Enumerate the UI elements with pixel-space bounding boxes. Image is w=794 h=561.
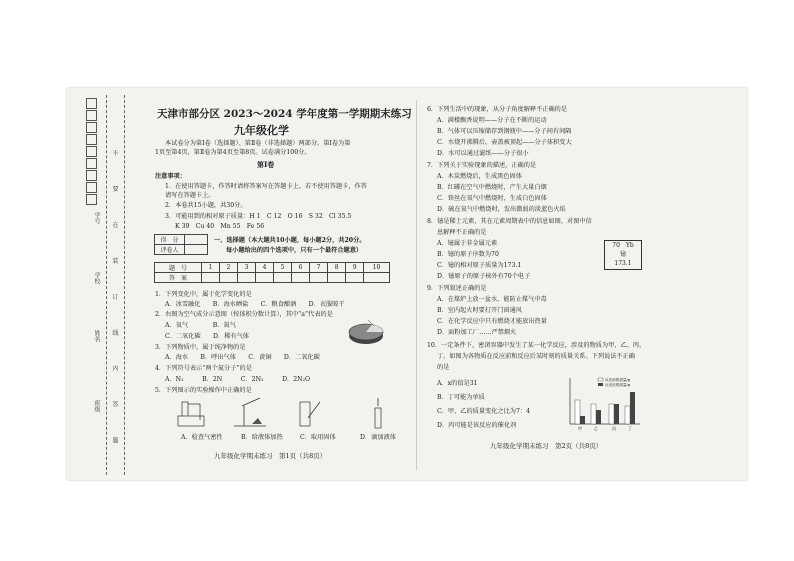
answer-cell[interactable] [238, 273, 256, 283]
answer-row2-label: 答 案 [155, 273, 202, 283]
mass-bar-figure [566, 374, 642, 432]
question-4-options: A．N₂ B．2N C．2N₂ D．2N₂O [165, 376, 311, 383]
binding-label-class: 班级 [93, 400, 100, 412]
q-number: 1 [201, 263, 219, 273]
binding-instruction: 不 要 在 装 订 线 内 答 题 [111, 150, 118, 458]
notes-title: 注意事项： [155, 173, 186, 180]
answer-row-label: 题 号 [155, 263, 202, 273]
answer-table [154, 262, 390, 283]
option: D．硫在氧气中燃烧时，发出微弱的淡蓝色火焰 [437, 206, 566, 213]
element-name: 镱 [619, 251, 626, 258]
student-number-grid [86, 98, 97, 206]
q-number: 7 [310, 263, 328, 273]
answer-cell[interactable] [346, 273, 364, 283]
question-3-options: A．海水 B．呼出气体 C．黄铜 D．二氧化碳 [165, 354, 320, 361]
question-1: 1．下列变化中，属于化学变化的是 [155, 291, 252, 298]
score-label: 得 分 [155, 235, 185, 245]
op-label-a: A．检查气密性 [181, 434, 223, 441]
option: A．满楼飘香说明——分子在不断的运动 [437, 117, 547, 124]
legend-after: 反应后的质量/g [605, 383, 631, 387]
op-label-d: D．滴加液体 [360, 434, 396, 441]
op-label-c: C．取用固体 [300, 434, 336, 441]
note-line: 1．在使用答题卡，作答时请将答案写在答题卡上，若不使用答题卡，作答 [165, 183, 367, 190]
answer-cell[interactable] [274, 273, 292, 283]
note-line: 2．本卷共15小题，共30分。 [165, 202, 247, 209]
question-10: 10．一定条件下，密闭容器中发生了某一化学反应，涉及的物质为甲、乙、丙、 [427, 342, 646, 349]
section-heading: 一、选择题（本大题共10小题，每小题2分，共20分。 [214, 237, 366, 244]
op-label-b: B．给液体加热 [241, 434, 283, 441]
page-divider [416, 100, 417, 470]
option: C．镱的相对原子质量为173.1 [437, 262, 522, 269]
note-line: K 39 Cu 40 Mn 55 Fe 56 [175, 223, 265, 230]
element-card [604, 240, 642, 270]
answer-cell[interactable] [220, 273, 238, 283]
option: D．面粉加工厂……严禁烟火 [437, 329, 517, 336]
option: B．红磷在空气中燃烧时，产生大量白烟 [437, 184, 547, 191]
question-4: 4．下列符号表示“两个氮分子”的是 [155, 365, 252, 372]
question-2-options-a: A．氧气 B．氮气 [165, 322, 236, 329]
page-footer-right: 九年级化学期末练习 第2页（共8页） [490, 442, 603, 450]
q-number: 8 [328, 263, 346, 273]
x-label: 丁 [628, 426, 632, 431]
option: D．镱原子的原子核外有70个电子 [437, 273, 531, 280]
binding-label-school: 学校 [93, 272, 100, 284]
note-line: 3．可能用到的相对原子质量：H 1 C 12 O 16 S 32 Cl 35.5 [165, 213, 352, 220]
option: A．x的值是31 [437, 380, 478, 387]
q-number: 4 [256, 263, 274, 273]
lab-operation-figures [170, 396, 402, 432]
q-number: 9 [346, 263, 364, 273]
option: C．在化学反应中只有燃烧才能放出热量 [437, 318, 547, 325]
answer-cell[interactable] [201, 273, 219, 283]
option: C．甲、乙的质量变化之比为7：4 [437, 408, 531, 415]
intro-line-2: 1页至第4页，第Ⅱ卷为第4页至第8页。试卷满分100分。 [155, 149, 311, 156]
option: B．丁可能为单质 [437, 394, 485, 401]
q-number: 6 [292, 263, 310, 273]
element-number: 70 [612, 242, 620, 249]
question-10-cont: 丁，如图为各物质在反应前和反应后某时刻的质量关系。下列说法不正确 [437, 353, 635, 360]
option: A．镱属于非金属元素 [437, 240, 498, 247]
binding-label-number: 学号 [93, 212, 100, 224]
answer-cell[interactable] [310, 273, 328, 283]
question-7: 7．下列关于实验现象的描述，正确的是 [427, 162, 537, 169]
answer-cell[interactable] [256, 273, 274, 283]
question-6: 6．下列生活中的现象，从分子角度解释不正确的是 [427, 106, 568, 113]
option: B．气体可以压缩储存到钢瓶中——分子间有间隔 [437, 128, 572, 135]
option: A．木炭燃烧后，生成黑色固体 [437, 173, 522, 180]
q-number: 5 [274, 263, 292, 273]
option: C．水烧开沸腾后，壶盖被顶起——分子体积变大 [437, 139, 572, 146]
intro-line-1: 本试卷分为第Ⅰ卷（选择题）、第Ⅱ卷（非选择题）两部分。第Ⅰ卷为第 [165, 140, 351, 147]
option: D．丙可能是该反应的催化剂 [437, 422, 517, 429]
option: A．在煤炉上放一盆水，能防止煤气中毒 [437, 296, 547, 303]
question-5: 5．下列图示的实验操作中正确的是 [155, 387, 252, 394]
legend-before: 反应前的质量/g [605, 378, 631, 382]
option: C．铁丝在氧气中燃烧时，生成白色固体 [437, 195, 547, 202]
section-heading-2: 每小题给出的四个选项中，只有一个最符合题意） [226, 247, 363, 254]
q-number: 3 [238, 263, 256, 273]
option: B．镱的原子序数为70 [437, 251, 499, 258]
air-composition-figure [346, 312, 390, 348]
x-label: 丙 [612, 426, 616, 431]
part-heading: 第Ⅰ卷 [257, 160, 275, 169]
answer-cell[interactable] [328, 273, 346, 283]
x-label: 乙 [594, 426, 598, 431]
question-8-cont: 息解释不正确的是 [437, 229, 487, 236]
binding-line [106, 95, 107, 475]
q-number: 2 [220, 263, 238, 273]
grader-label: 评卷人 [155, 245, 185, 255]
answer-cell[interactable] [292, 273, 310, 283]
exam-subtitle: 九年级化学 [234, 124, 289, 137]
question-1-options: A．冰雪融化 B．海水晒盐 C．粮食酿酒 D．衣服晾干 [165, 301, 345, 308]
option: D．水可以通过滤纸——分子很小 [437, 150, 529, 157]
element-symbol: Yb [625, 242, 634, 249]
question-3: 3．下列物质中，属于纯净物的是 [155, 344, 246, 351]
question-2: 2．右图为空气成分示意图（按体积分数计算），其中“a”代表的是 [155, 311, 333, 318]
exam-title: 天津市部分区 2023～2024 学年度第一学期期末练习 [157, 108, 412, 120]
note-line: 请写在答题卡上。 [165, 192, 215, 199]
binding-line-2 [124, 95, 125, 475]
question-9: 9．下列叙述正确的是 [427, 285, 487, 292]
score-table [154, 234, 208, 255]
answer-cell[interactable] [364, 273, 390, 283]
binding-label-name: 姓名 [93, 330, 100, 342]
x-label: 甲 [578, 426, 582, 431]
element-mass: 173.1 [614, 260, 632, 267]
question-2-options-b: C．二氧化碳 D．稀有气体 [165, 333, 249, 340]
question-8: 8．镱是稀土元素，其在元素周期表中的信息如图，对图中信 [427, 218, 592, 225]
page-footer-left: 九年级化学期末练习 第1页（共8页） [214, 452, 327, 460]
q-number: 10 [364, 263, 390, 273]
question-10-cont-2: 的是 [437, 364, 450, 371]
option: B．室内起火时要打开门窗通风 [437, 307, 522, 314]
